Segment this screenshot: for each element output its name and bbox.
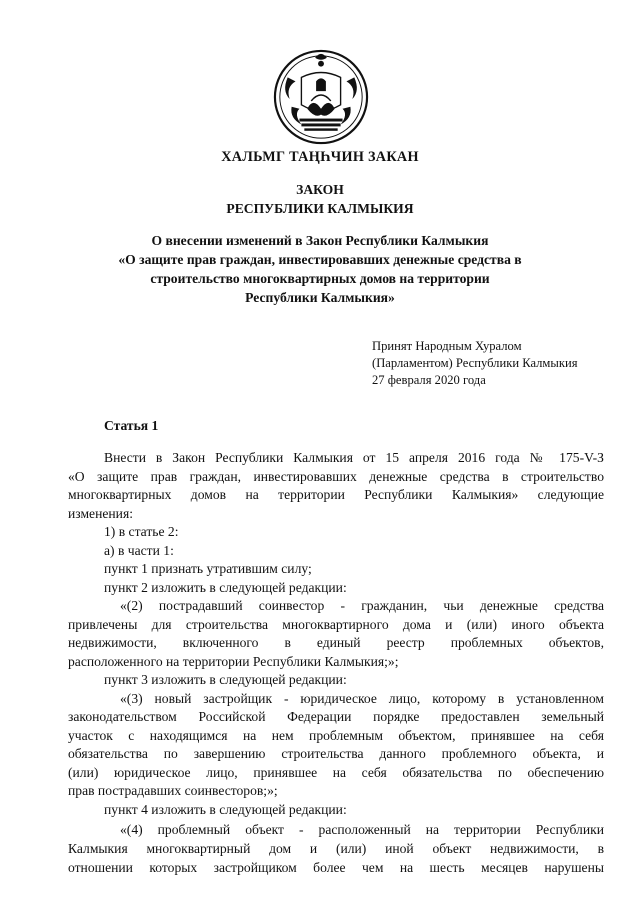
body-line: пункт 4 изложить в следующей редакции: bbox=[104, 802, 347, 817]
doc-type: ЗАКОН bbox=[296, 182, 344, 197]
body-line: пункт 2 изложить в следующей редакции: bbox=[104, 580, 347, 595]
law-title-line: строительство многоквартирных домов на территории bbox=[150, 271, 490, 286]
body-line: участок с находящимся на нем проблемным объектом, принявшее на себя bbox=[68, 728, 604, 743]
body-line: недвижимости, включенного в единый реестр проблемных объектов, bbox=[68, 635, 604, 650]
republic-name: РЕСПУБЛИКИ КАЛМЫКИЯ bbox=[226, 201, 414, 216]
body-line: изменения: bbox=[68, 506, 133, 521]
coat-of-arms-emblem bbox=[272, 48, 370, 146]
adoption-line: (Парламентом) Республики Калмыкия bbox=[372, 356, 578, 370]
body-line: законодательством Российской Федерации порядке предоставлен земельный bbox=[68, 709, 604, 724]
parliament-name: ХАЛЬМГ ТАҢҺЧИН ЗАКАН bbox=[221, 149, 419, 165]
adoption-line: Принят Народным Хуралом bbox=[372, 339, 522, 353]
article-heading: Статья 1 bbox=[104, 418, 159, 433]
body-line: Внести в Закон Республики Калмыкия от 15 апреля 2016 года № 175-V-З bbox=[104, 450, 604, 465]
law-title-line: О внесении изменений в Закон Республики Калмыкия bbox=[151, 233, 489, 248]
body-line: расположенного на территории Республики Калмыкия;»; bbox=[68, 654, 399, 669]
adoption-date: 27 февраля 2020 года bbox=[372, 373, 486, 387]
body-line: (или) юридическое лицо, принявшее на себя обязательства по обеспечению bbox=[68, 765, 604, 780]
body-line: пункт 3 изложить в следующей редакции: bbox=[104, 672, 347, 687]
body-line: «(2) пострадавший соинвестор - гражданин, чьи денежные средства bbox=[120, 598, 604, 613]
body-line: «(4) проблемный объект - расположенный на территории Республики bbox=[120, 822, 604, 837]
adoption-note bbox=[372, 338, 578, 389]
body-line: пункт 1 признать утратившим силу; bbox=[104, 561, 312, 576]
law-title-line: «О защите прав граждан, инвестировавших денежные средства в bbox=[118, 252, 522, 267]
body-line: а) в части 1: bbox=[104, 543, 174, 558]
body-line: прав пострадавших соинвесторов;»; bbox=[68, 783, 278, 798]
body-line: отношении которых застройщиком более чем на шесть месяцев нарушены bbox=[68, 860, 604, 875]
body-line: «О защите прав граждан, инвестировавших денежные средства в строительство bbox=[68, 469, 604, 484]
body-line: обязательства по завершению строительства данного проблемного объекта, и bbox=[68, 746, 604, 761]
body-line: «(3) новый застройщик - юридическое лицо, которому в установленном bbox=[120, 691, 604, 706]
body-line: 1) в статье 2: bbox=[104, 524, 179, 539]
body-line: многоквартирных домов на территории Республики Калмыкия» следующие bbox=[68, 487, 604, 502]
body-line: привлечены для строительства многоквартирного дома и (или) иного объекта bbox=[68, 617, 604, 632]
body-line: Калмыкия многоквартирный дом и (или) иной объект недвижимости, в bbox=[68, 841, 604, 856]
law-title-line: Республики Калмыкия» bbox=[245, 290, 395, 305]
